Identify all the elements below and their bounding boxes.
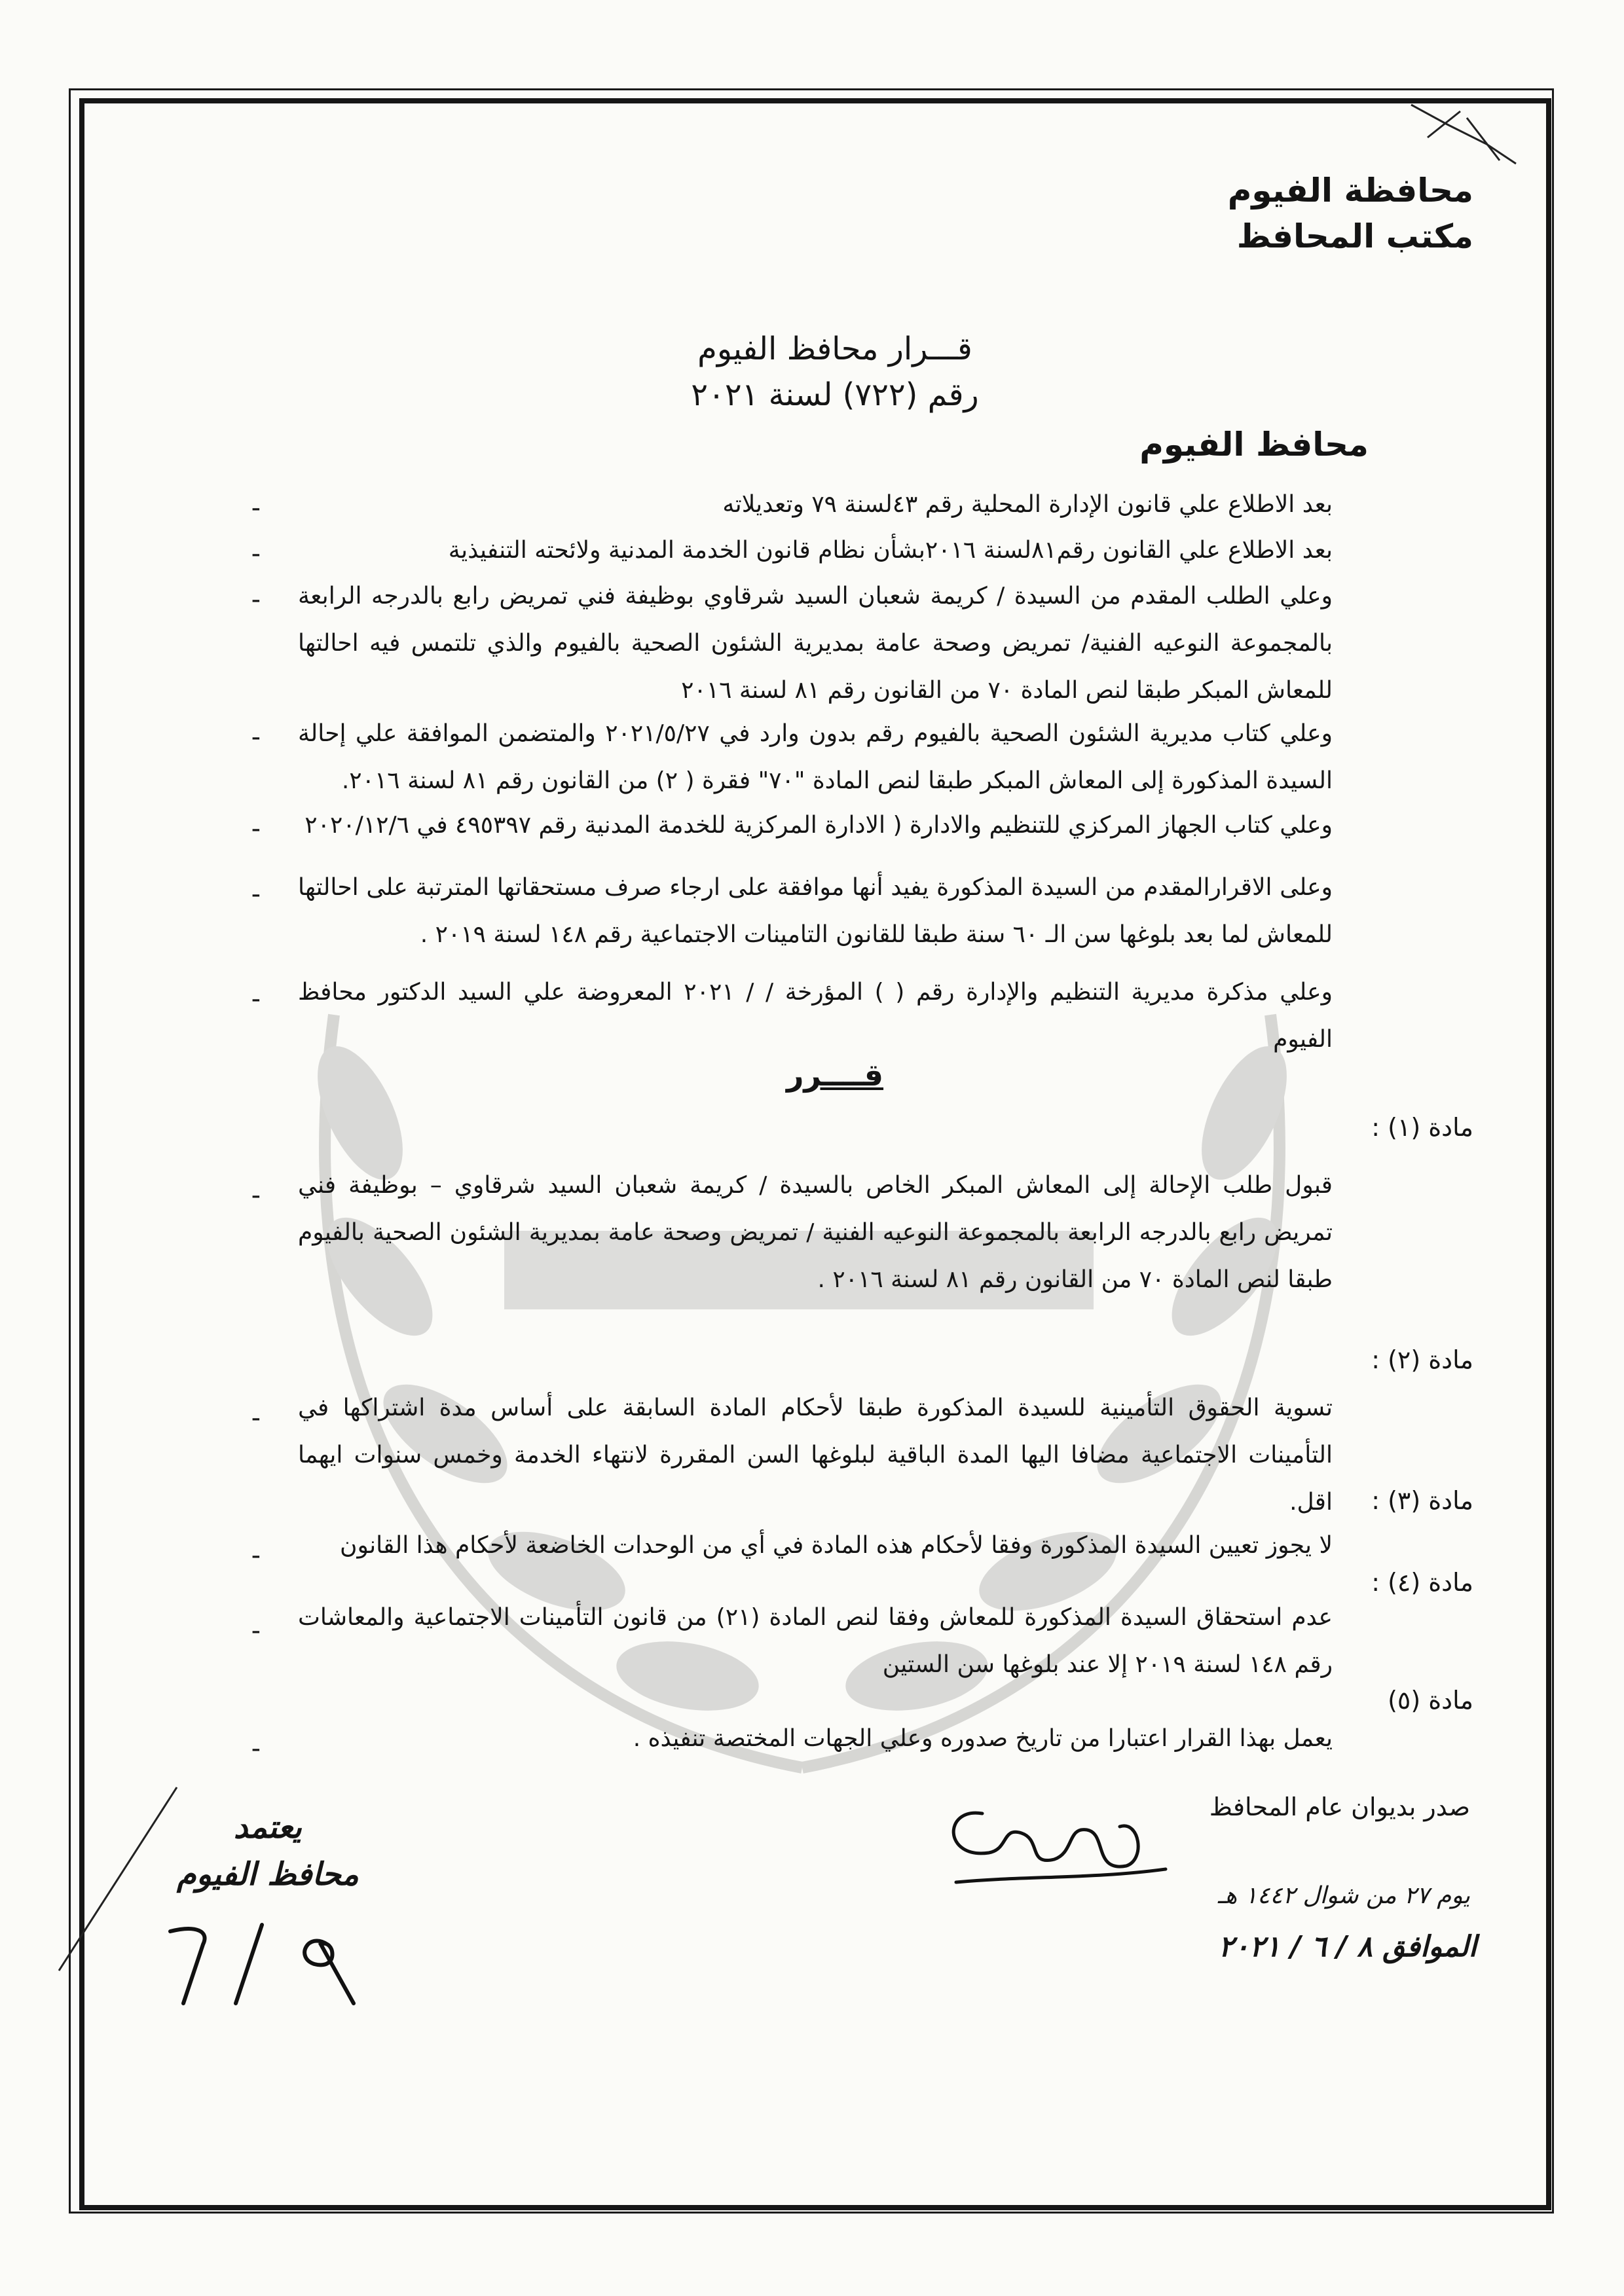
preamble-item: وعلي الطلب المقدم من السيدة / كريمة شعبان السيد شرقاوي بوظيفة فني تمريض رابع بالدرجه الرابعة بالمجموعة النوعيه الفنية/ تمريض وصحة عامة بمديرية الشئون الصحية بالفيوم والذي تلتمس فيه احالتها للمعاش المبكر طبقا لنص المادة ٧٠ من القانون رقم ٨١ لسنة ٢٠١٦ [298,583,1333,704]
preamble-item: وعلي كتاب مديرية الشئون الصحية بالفيوم رقم بدون وارد في ٢٠٢١/٥/٢٧ والمتضمن الموافقة علي إحالة السيدة المذكورة إلى المعاش المبكر طبقا لنص المادة "٧٠" فقرة ( ٢) من القانون رقم ٨١ لسنة ٢٠١٦. [298,720,1333,794]
hijri-date: يوم ٢٧ من شوال ١٤٤٢ هـ [1217,1882,1470,1909]
corner-scribble [1408,98,1519,170]
handwritten-date [157,1918,393,2010]
decree-title: قـــرار محافظ الفيوم [697,331,972,367]
article-5-label: مادة (٥) [1388,1686,1473,1715]
preamble-item: وعلي مذكرة مديرية التنظيم والإدارة رقم ( ) المؤرخة / / ٢٠٢١ المعروضة علي السيد الدكتور محافظ الفيوم [298,979,1333,1053]
preamble-item: بعد الاطلاع علي قانون الإدارة المحلية رقم ٤٣لسنة ٧٩ وتعديلاته [722,491,1333,518]
bullet-dash: - [251,1734,261,1764]
gregorian-date: الموافق ٨ / ٦ / ٢٠٢١ [1218,1930,1477,1963]
bullet-dash: - [251,539,261,569]
issuer-heading: محافظ الفيوم [1139,426,1369,464]
preamble-item: وعلي كتاب الجهاز المركزي للتنظيم والادارة ( الادارة المركزية للخدمة المدنية رقم ٤٩٥٣٩٧ في ٢٠٢٠/١٢/٦ [304,812,1333,839]
article-3-text: لا يجوز تعيين السيدة المذكورة وفقا لأحكام هذه المادة في أي من الوحدات الخاضعة لأحكام هذا القانون [340,1532,1333,1559]
bullet-dash: - [251,1180,261,1211]
issued-at: صدر بديوان عام المحافظ [1209,1793,1470,1821]
bullet-dash: - [251,1540,261,1571]
decree-heading: قــــرر [786,1057,884,1093]
bullet-dash: - [251,984,261,1014]
bullet-dash: - [251,493,261,523]
article-2-text: تسوية الحقوق التأمينية للسيدة المذكورة طبقا لأحكام المادة السابقة على أساس مدة اشتراكها في التأمينات الاجتماعية مضافا اليها المدة الباقية لبلوغها السن المقررة لانتهاء الخدمة وخمس سنوات ايهما اقل. [298,1394,1333,1516]
bullet-dash: - [251,722,261,752]
decree-number: رقم (٧٢٢) لسنة ٢٠٢١ [691,376,979,413]
approval-block [177,1804,359,1898]
article-4-text: عدم استحقاق السيدة المذكورة للمعاش وفقا لنص المادة (٢١) من قانون التأمينات الاجتماعية والمعاشات رقم ١٤٨ لسنة ٢٠١٩ إلا عند بلوغها سن الستين [298,1604,1333,1678]
org-governorate: محافظة الفيوم [1227,172,1473,210]
org-office: مكتب المحافظ [1236,217,1473,255]
bullet-dash: - [251,585,261,615]
article-5-text: يعمل بهذا القرار اعتبارا من تاريخ صدوره وعلي الجهات المختصة تنفيذه . [633,1725,1333,1752]
bullet-dash: - [251,814,261,844]
bullet-dash: - [251,1616,261,1646]
approval-word: يعتمد [233,1809,302,1846]
preamble-item: وعلى الاقرارالمقدم من السيدة المذكورة يفيد أنها موافقة على ارجاء صرف مستحقاتها المترتبة على احالتها للمعاش لما بعد بلوغها سن الـ ٦٠ سنة طبقا للقانون التامينات الاجتماعية رقم ١٤٨ لسنة ٢٠١٩ . [298,874,1333,948]
article-2-label: مادة (٢) : [1371,1345,1473,1374]
bullet-dash: - [251,1403,261,1433]
article-3-label: مادة (٣) : [1371,1486,1473,1515]
article-1-text: قبول طلب الإحالة إلى المعاش المبكر الخاص بالسيدة / كريمة شعبان السيد شرقاوي – بوظيفة فني تمريض رابع بالدرجه الرابعة بالمجموعة النوعيه الفنية / تمريض وصحة عامة بمديرية الشئون الصحية بالفيوم طبقا لنص المادة ٧٠ من القانون رقم ٨١ لسنة ٢٠١٦ . [298,1172,1333,1293]
governor-signature [930,1768,1172,1899]
article-1-label: مادة (١) : [1371,1113,1473,1142]
approval-title: محافظ الفيوم [177,1856,359,1893]
bullet-dash: - [251,879,261,909]
margin-pen-stroke [52,1781,183,1977]
preamble-item: بعد الاطلاع علي القانون رقم٨١لسنة ٢٠١٦بشأن نظام قانون الخدمة المدنية ولائحته التنفيذية [448,537,1333,564]
article-4-label: مادة (٤) : [1371,1568,1473,1597]
